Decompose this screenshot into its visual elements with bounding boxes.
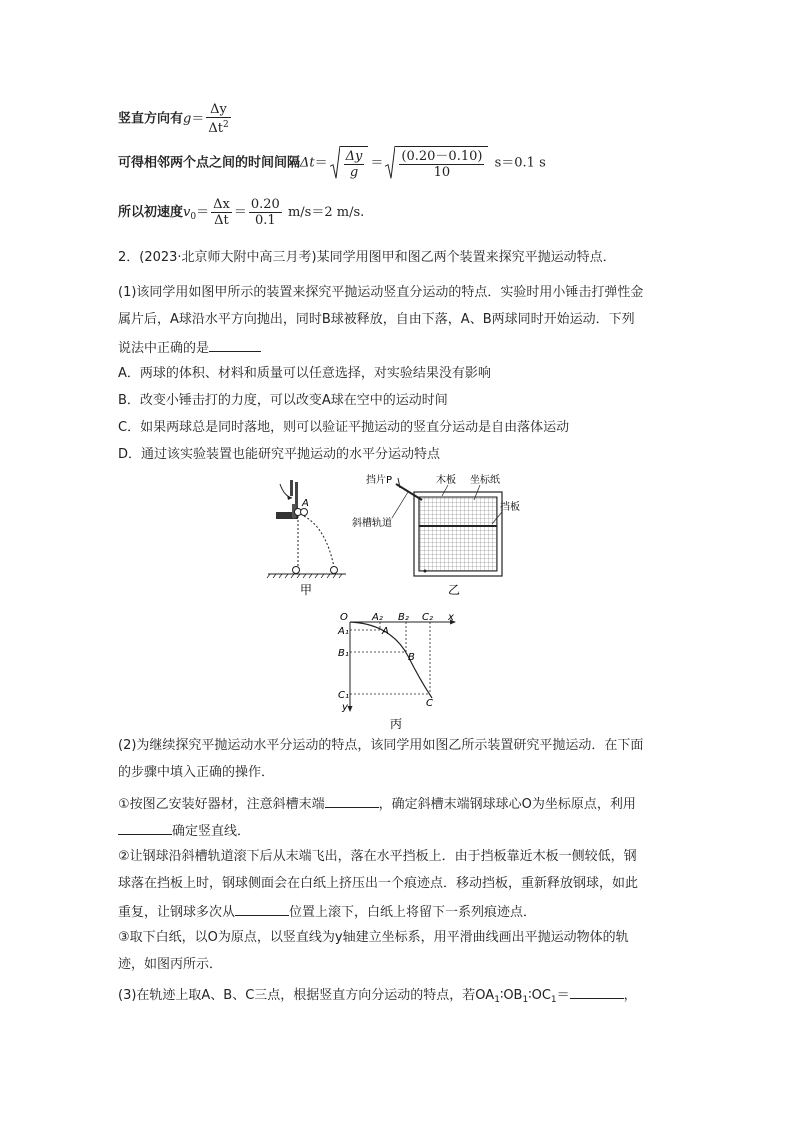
ball-a-top <box>301 509 308 516</box>
label-b2: B₂ <box>398 612 409 623</box>
step3-line2: 迹，如图丙所示． <box>118 957 223 972</box>
label-o: O <box>340 612 348 623</box>
question-2-part1-line1: (1)该同学用如图甲所示的装置来探究平抛运动竖直分运动的特点．实验时用小锤击打弹性金 <box>118 285 644 300</box>
formula-initial-velocity: 所以初速度$v_0=$ $\frac{\Delta x}{\Delta t}$ ＝ $\frac{0.20}{0.1}$ m/s＝2 m/s. <box>118 197 365 228</box>
caption-bing: 丙 <box>390 717 403 731</box>
answer-blank-5[interactable] <box>570 985 624 999</box>
step3-line1: ③取下白纸，以O为原点，以竖直线为y轴建立坐标系，用平滑曲线画出平抛运动物体的轨 <box>118 930 629 945</box>
fraction-dy-dt2 <box>206 102 230 136</box>
label-stop: 挡板 <box>500 502 520 513</box>
label-track: 斜槽轨道 <box>352 518 392 529</box>
part2-line2: 的步骤中填入正确的操作． <box>118 765 275 780</box>
sqrt-denominator: g <box>349 165 359 180</box>
label-board: 木板 <box>436 475 456 486</box>
fraction-numerator: Δy <box>206 102 230 118</box>
question-2-part1-line3: 说法中正确的是 <box>118 338 261 358</box>
trajectory-curve <box>350 622 432 698</box>
formula-gravity-var: g <box>183 111 192 127</box>
option-d: D．通过该实验装置也能研究平抛运动的水平分运动特点 <box>118 447 441 462</box>
formula-velocity-result: m/s＝2 m/s. <box>287 205 365 220</box>
step1-line2: 确定竖直线． <box>118 821 250 841</box>
ball-b-bottom <box>293 567 300 574</box>
answer-blank-4[interactable] <box>235 902 289 916</box>
sqrt-numeric <box>385 146 488 180</box>
label-y: y <box>342 702 348 713</box>
label-a1: A₁ <box>338 626 349 637</box>
caption-jia: 甲 <box>300 583 313 597</box>
label-b1: B₁ <box>338 648 349 659</box>
formula-gravity-eq: ＝ <box>191 111 205 127</box>
figure-bing <box>336 610 466 736</box>
figure-jia <box>262 476 352 600</box>
step1-line1: ①按图乙安装好器材，注意斜槽末端 ，确定斜槽末端钢球球心O为坐标原点，利用 <box>118 794 636 814</box>
formula-time-prefix: 可得相邻两个点之间的时间间隔 <box>118 155 301 171</box>
step2-line3: 重复，让钢球多次从 位置上滚下，白纸上将留下一系列痕迹点． <box>118 902 536 922</box>
formula-gravity-prefix: 竖直方向有 <box>118 111 184 127</box>
step2-line1: ②让钢球沿斜槽轨道滚下后从末端飞出，落在水平挡板上．由于挡板靠近木板一侧较低，钢 <box>118 849 637 864</box>
sqrt-numeric-denominator: 10 <box>433 165 451 180</box>
radical-sign <box>330 146 340 180</box>
label-paper: 坐标纸 <box>470 475 500 486</box>
question-2-stem: 2．(2023·北京师大附中高三月考)某同学用图甲和图乙两个装置来探究平抛运动特点． <box>118 250 616 265</box>
sqrt-numeric-numerator: (0.20－0.10) <box>401 149 483 164</box>
fraction-dx-dt: $\frac{\Delta x}{\Delta t}$ <box>213 197 230 228</box>
fraction-denominator: $\Delta t^2$ <box>208 120 229 136</box>
step2-line2: 球落在挡板上时，钢球侧面会在白纸上挤压出一个痕迹点．移动挡板，重新释放钢球，如此 <box>118 876 639 891</box>
answer-blank-2[interactable] <box>325 794 379 808</box>
formula-time-var: Δt <box>300 155 315 171</box>
formula-time-interval <box>118 146 546 180</box>
formula-gravity <box>118 102 233 136</box>
ball-a-bottom <box>331 567 338 574</box>
formula-velocity-prefix: 所以初速度 <box>118 205 184 220</box>
label-a: A <box>302 498 309 509</box>
label-point-a: A <box>382 626 389 637</box>
sqrt-dy-over-g <box>330 146 369 180</box>
option-a: A．两球的体积、材料和质量可以任意选择，对实验结果没有影响 <box>118 366 491 381</box>
caption-yi: 乙 <box>448 583 461 597</box>
formula-time-eq1: ＝ <box>314 155 328 171</box>
label-c1: C₁ <box>338 690 349 701</box>
option-c: C．如果两球总是同时落地，则可以验证平抛运动的竖直分运动是自由落体运动 <box>118 420 570 435</box>
figure-yi <box>352 470 532 600</box>
sqrt-numerator: Δy <box>345 149 363 164</box>
formula-velocity-var: v <box>183 205 191 220</box>
part2-line1: (2)为继续探究平抛运动水平分运动的特点，该同学用如图乙所示装置研究平抛运动．在下面 <box>118 738 644 753</box>
fraction-numeric: $\frac{0.20}{0.1}$ <box>250 197 280 228</box>
answer-blank-3[interactable] <box>118 821 172 835</box>
label-a2: A₂ <box>372 612 383 623</box>
label-c2: C₂ <box>422 612 433 623</box>
part3-line1: (3)在轨迹上取A、B、C三点，根据竖直方向分运动的特点，若$OA_1∶OB_1∶OC_1=$ ， <box>118 985 637 1009</box>
coordinate-paper <box>419 497 497 571</box>
label-x: x <box>448 612 454 623</box>
formula-time-eq2: ＝ <box>370 155 384 171</box>
formula-time-result: s＝0.1 s <box>494 155 546 171</box>
radical-sign <box>385 146 395 180</box>
option-b: B．改变小锤击打的力度，可以改变A球在空中的运动时间 <box>118 393 448 408</box>
label-baffle-p: 挡片P <box>366 475 393 486</box>
answer-blank-1[interactable] <box>209 338 261 352</box>
question-2-part1-line2: 属片后，A球沿水平方向抛出，同时B球被释放，自由下落，A、B两球同时开始运动．下列 <box>118 312 635 327</box>
label-point-b: B <box>408 652 415 663</box>
label-point-c: C <box>426 698 433 709</box>
